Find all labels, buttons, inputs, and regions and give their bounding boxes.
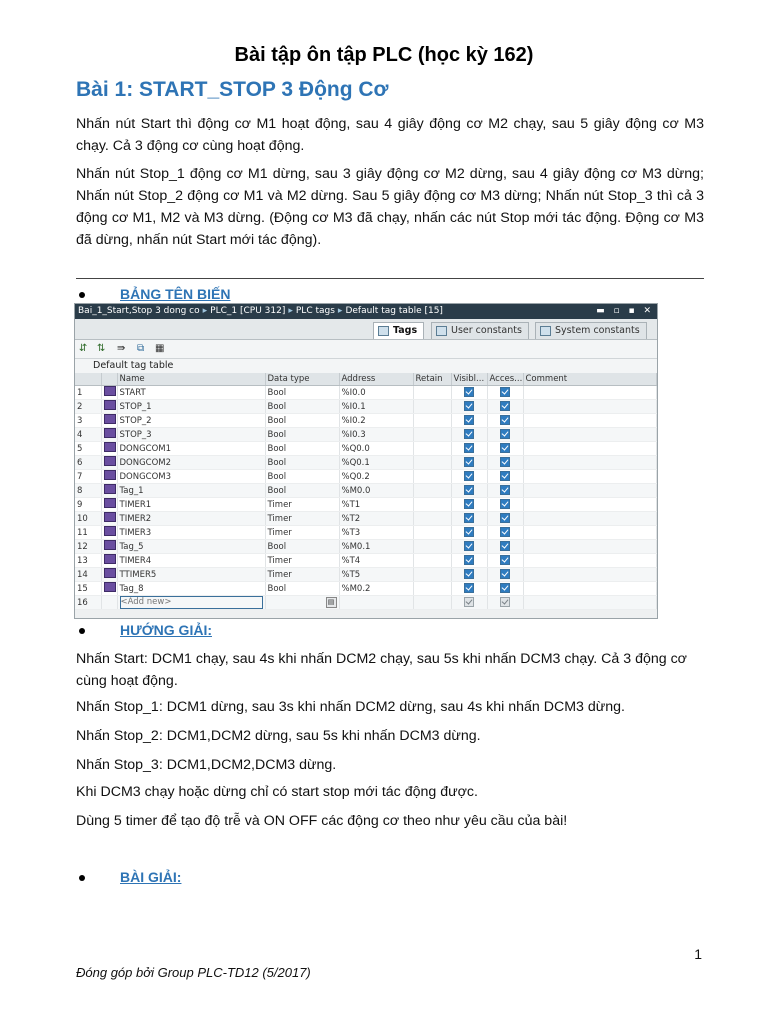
row-number: 1	[75, 386, 101, 400]
tag-visible-cell	[451, 400, 487, 414]
row-number: 16	[75, 596, 101, 610]
retain-cell[interactable]	[413, 596, 451, 610]
tag-cell-icon	[101, 568, 117, 582]
column-address[interactable]: Address	[339, 373, 413, 386]
tag-cell-icon	[101, 414, 117, 428]
tag-visible-cell	[451, 512, 487, 526]
table-row[interactable]	[75, 540, 656, 554]
tag-name[interactable]: START	[117, 386, 265, 400]
table-row[interactable]	[75, 442, 656, 456]
tag-retain[interactable]	[413, 526, 451, 540]
bullet-variables-label: BẢNG TÊN BIẾN	[120, 286, 231, 302]
toolbar	[75, 340, 657, 359]
tag-cell-icon	[101, 582, 117, 596]
tag-icon	[104, 386, 116, 396]
tag-visible-cell	[451, 428, 487, 442]
accessible-checkbox[interactable]	[500, 485, 510, 495]
visible-checkbox[interactable]	[464, 429, 474, 439]
column-data-type[interactable]: Data type	[265, 373, 339, 386]
tag-name[interactable]: Tag_1	[117, 484, 265, 498]
column-rownum	[75, 373, 101, 386]
tag-visible-cell	[451, 596, 487, 610]
tag-icon	[104, 428, 116, 438]
tag-retain[interactable]	[413, 582, 451, 596]
tag-icon	[104, 498, 116, 508]
tag-retain[interactable]	[413, 484, 451, 498]
tag-icon	[104, 554, 116, 564]
tag-name[interactable]: Tag_8	[117, 582, 265, 596]
column-name[interactable]: Name	[117, 373, 265, 386]
insert-row-icon[interactable]: ⇅	[97, 343, 106, 354]
bullet-dot-icon	[79, 628, 85, 634]
tag-retain[interactable]	[413, 386, 451, 400]
tag-address[interactable]: %Q0.0	[339, 442, 413, 456]
table-row[interactable]	[75, 414, 656, 428]
tag-visible-cell	[451, 414, 487, 428]
tag-data-type[interactable]: Bool	[265, 540, 339, 554]
tag-address[interactable]: %I0.0	[339, 386, 413, 400]
row-number: 9	[75, 498, 101, 512]
tag-data-type[interactable]: Timer	[265, 554, 339, 568]
tag-comment[interactable]	[523, 582, 656, 596]
accessible-checkbox[interactable]	[500, 583, 510, 593]
tag-cell-icon	[101, 456, 117, 470]
monitor-icon[interactable]: ⧉	[137, 343, 145, 354]
tag-accessible-cell	[487, 428, 523, 442]
tag-icon	[104, 512, 116, 522]
tag-data-type[interactable]: Bool	[265, 484, 339, 498]
table-row[interactable]	[75, 568, 656, 582]
window-controls[interactable]: ▬ ▫ ▪ ✕	[596, 306, 654, 316]
accessible-checkbox[interactable]	[500, 401, 510, 411]
visible-checkbox[interactable]	[464, 485, 474, 495]
tag-retain[interactable]	[413, 540, 451, 554]
tag-name[interactable]: Tag_5	[117, 540, 265, 554]
tag-data-type[interactable]: Bool	[265, 470, 339, 484]
tag-address[interactable]: %I0.2	[339, 414, 413, 428]
accessible-checkbox[interactable]	[500, 443, 510, 453]
tag-comment[interactable]	[523, 484, 656, 498]
table-row[interactable]	[75, 498, 656, 512]
table-row[interactable]	[75, 582, 656, 596]
row-number: 8	[75, 484, 101, 498]
guide-line-2: Nhấn Stop_1: DCM1 dừng, sau 3s khi nhấn DCM2 dừng, sau 4s khi nhấn DCM3 dừng.	[76, 699, 625, 715]
tag-accessible-cell	[487, 484, 523, 498]
tag-icon	[104, 484, 116, 494]
visible-checkbox[interactable]	[464, 583, 474, 593]
tag-comment[interactable]	[523, 470, 656, 484]
tag-name[interactable]: TIMER4	[117, 554, 265, 568]
tag-icon	[104, 526, 116, 536]
row-number: 14	[75, 568, 101, 582]
tag-cell-icon	[101, 484, 117, 498]
tag-retain[interactable]	[413, 498, 451, 512]
add-new-row[interactable]	[75, 596, 656, 610]
accessible-checkbox[interactable]	[500, 387, 510, 397]
table-row[interactable]	[75, 470, 656, 484]
breadcrumb-plc[interactable]: PLC_1 [CPU 312]	[210, 306, 286, 316]
breadcrumb-tag-table[interactable]: Default tag table [15]	[345, 306, 443, 316]
visible-checkbox[interactable]	[464, 569, 474, 579]
tag-icon	[104, 414, 116, 424]
tag-retain[interactable]	[413, 554, 451, 568]
tag-address[interactable]: %T1	[339, 498, 413, 512]
bullet-guide	[76, 622, 212, 638]
breadcrumb-separator-icon: ▸	[337, 306, 343, 316]
tag-retain[interactable]	[413, 442, 451, 456]
accessible-checkbox[interactable]	[500, 527, 510, 537]
breadcrumb-project[interactable]: Bai_1_Start,Stop 3 dong co	[78, 306, 200, 316]
tag-visible-cell	[451, 526, 487, 540]
visible-checkbox[interactable]	[464, 457, 474, 467]
tag-retain[interactable]	[413, 456, 451, 470]
tabs-bar	[75, 319, 657, 340]
table-row[interactable]	[75, 512, 656, 526]
visible-checkbox[interactable]	[464, 401, 474, 411]
visible-checkbox[interactable]	[464, 471, 474, 481]
tag-name[interactable]: TTIMER5	[117, 568, 265, 582]
tag-name[interactable]: DONGCOM2	[117, 456, 265, 470]
tag-address[interactable]: %T4	[339, 554, 413, 568]
tag-icon	[104, 540, 116, 550]
section-title: Bài 1: START_STOP 3 Động Cơ	[76, 78, 389, 101]
visible-checkbox[interactable]	[464, 541, 474, 551]
accessible-checkbox[interactable]	[500, 541, 510, 551]
bullet-dot-icon	[79, 292, 85, 298]
tag-accessible-cell	[487, 498, 523, 512]
tag-name[interactable]: STOP_1	[117, 400, 265, 414]
accessible-checkbox[interactable]	[500, 429, 510, 439]
tag-retain[interactable]	[413, 470, 451, 484]
tag-accessible-cell	[487, 540, 523, 554]
tag-data-type[interactable]: Bool	[265, 456, 339, 470]
table-name: Default tag table	[75, 359, 657, 373]
tag-visible-cell	[451, 540, 487, 554]
row-number: 5	[75, 442, 101, 456]
tag-comment[interactable]	[523, 414, 656, 428]
bullet-solution-label: BÀI GIẢI:	[120, 869, 182, 885]
tag-retain[interactable]	[413, 568, 451, 582]
paragraph-start: Nhấn nút Start thì động cơ M1 hoạt động, sau 4 giây động cơ M2 chạy, sau 5 giây động cơ M3 chạy. Cả 3 động cơ cùng hoạt động.	[76, 116, 704, 154]
tag-cell-icon	[101, 428, 117, 442]
tag-retain[interactable]	[413, 512, 451, 526]
guide-line-1: Nhấn Start: DCM1 chạy, sau 4s khi nhấn DCM2 chạy, sau 5s khi nhấn DCM3 chạy. Cả 3 động cơ cùng hoạt động.	[76, 651, 687, 689]
tag-address[interactable]: %I0.3	[339, 428, 413, 442]
table-row[interactable]	[75, 526, 656, 540]
tag-visible-cell	[451, 456, 487, 470]
breadcrumb-separator-icon: ▸	[288, 306, 293, 316]
table-row[interactable]	[75, 484, 656, 498]
tag-comment[interactable]	[523, 526, 656, 540]
breadcrumb-plc-tags[interactable]: PLC tags	[295, 306, 335, 316]
tag-visible-cell	[451, 554, 487, 568]
tag-icon	[104, 470, 116, 480]
column-comment[interactable]: Comment	[523, 373, 656, 386]
tag-comment[interactable]	[523, 498, 656, 512]
tag-name[interactable]: STOP_3	[117, 428, 265, 442]
row-number: 13	[75, 554, 101, 568]
tag-accessible-cell	[487, 386, 523, 400]
comment-cell[interactable]	[523, 596, 656, 610]
accessible-checkbox[interactable]	[500, 471, 510, 481]
accessible-checkbox[interactable]	[500, 597, 510, 607]
accessible-checkbox[interactable]	[500, 513, 510, 523]
tag-data-type[interactable]: Bool	[265, 582, 339, 596]
tag-accessible-cell	[487, 442, 523, 456]
user-constants-tab-icon	[436, 326, 447, 336]
address-cell[interactable]	[339, 596, 413, 610]
tag-address[interactable]: %T5	[339, 568, 413, 582]
row-number: 12	[75, 540, 101, 554]
table-row[interactable]	[75, 428, 656, 442]
bullet-solution	[76, 869, 182, 885]
tag-data-type[interactable]: Bool	[265, 428, 339, 442]
data-type-cell[interactable]	[265, 596, 339, 610]
tag-accessible-cell	[487, 456, 523, 470]
guide-line-4: Nhấn Stop_3: DCM1,DCM2,DCM3 dừng.	[76, 757, 337, 773]
row-number: 3	[75, 414, 101, 428]
tag-name[interactable]: TIMER2	[117, 512, 265, 526]
tag-table	[75, 373, 657, 610]
tag-comment[interactable]	[523, 540, 656, 554]
tag-data-type[interactable]: Bool	[265, 414, 339, 428]
tag-name[interactable]: DONGCOM1	[117, 442, 265, 456]
tag-visible-cell	[451, 484, 487, 498]
tag-accessible-cell	[487, 568, 523, 582]
add-new-cell[interactable]	[117, 596, 265, 610]
tag-data-type[interactable]: Timer	[265, 498, 339, 512]
table-row[interactable]	[75, 386, 656, 400]
tag-comment[interactable]	[523, 428, 656, 442]
tab-tags[interactable]	[373, 322, 424, 339]
export-icon[interactable]: ⇛	[117, 343, 126, 354]
row-number: 4	[75, 428, 101, 442]
tag-accessible-cell	[487, 526, 523, 540]
tab-user-constants-label: User constants	[451, 325, 522, 336]
system-constants-tab-icon	[540, 326, 551, 336]
tag-icon	[104, 568, 116, 578]
breadcrumb	[75, 304, 657, 319]
tag-address[interactable]: %M0.0	[339, 484, 413, 498]
tag-retain[interactable]	[413, 428, 451, 442]
document-title: Bài tập ôn tập PLC (học kỳ 162)	[234, 44, 534, 66]
tag-icon	[104, 400, 116, 410]
tag-visible-cell	[451, 498, 487, 512]
tab-user-constants[interactable]	[431, 322, 529, 339]
bullet-variables	[76, 286, 231, 302]
tag-accessible-cell	[487, 414, 523, 428]
visible-checkbox[interactable]	[464, 443, 474, 453]
tag-data-type[interactable]: Timer	[265, 568, 339, 582]
tag-cell-icon	[101, 400, 117, 414]
row-number: 6	[75, 456, 101, 470]
tag-cell-icon	[101, 470, 117, 484]
footer-credit: Đóng góp bởi Group PLC-TD12 (5/2017)	[76, 965, 311, 980]
column-visible[interactable]: Visibl...	[451, 373, 487, 386]
tag-accessible-cell	[487, 470, 523, 484]
tag-name[interactable]: STOP_2	[117, 414, 265, 428]
tag-data-type[interactable]: Bool	[265, 386, 339, 400]
tag-cell-icon	[101, 442, 117, 456]
tag-comment[interactable]	[523, 386, 656, 400]
bullet-guide-label: HƯỚNG GIẢI:	[120, 622, 212, 638]
tab-tags-label: Tags	[393, 325, 418, 336]
tag-accessible-cell	[487, 582, 523, 596]
tag-accessible-cell	[487, 596, 523, 610]
table-view-icon[interactable]: ▦	[155, 343, 165, 354]
tag-visible-cell	[451, 386, 487, 400]
tag-cell-icon	[101, 540, 117, 554]
table-row[interactable]	[75, 400, 656, 414]
tag-comment[interactable]	[523, 456, 656, 470]
row-number: 7	[75, 470, 101, 484]
accessible-checkbox[interactable]	[500, 555, 510, 565]
guide-line-5: Khi DCM3 chạy hoặc dừng chỉ có start stop mới tác động được.	[76, 784, 478, 800]
table-header-row	[75, 373, 656, 386]
add-row-icon[interactable]: ⇵	[79, 343, 88, 354]
visible-checkbox[interactable]	[464, 527, 474, 537]
tag-data-type[interactable]: Bool	[265, 400, 339, 414]
bullet-dot-icon	[79, 875, 85, 881]
visible-checkbox[interactable]	[464, 597, 474, 607]
visible-checkbox[interactable]	[464, 387, 474, 397]
row-number: 15	[75, 582, 101, 596]
breadcrumb-separator-icon: ▸	[202, 306, 208, 316]
tag-visible-cell	[451, 568, 487, 582]
tag-address[interactable]: %Q0.1	[339, 456, 413, 470]
tag-accessible-cell	[487, 554, 523, 568]
guide-line-6: Dùng 5 timer để tạo độ trễ và ON OFF các động cơ theo như yêu cầu của bài!	[76, 813, 568, 829]
column-icon	[101, 373, 117, 386]
tag-visible-cell	[451, 470, 487, 484]
tag-data-type[interactable]: Bool	[265, 442, 339, 456]
guide-line-3: Nhấn Stop_2: DCM1,DCM2 dừng, sau 5s khi nhấn DCM3 dừng.	[76, 728, 481, 744]
tag-cell-icon	[101, 554, 117, 568]
tab-system-constants[interactable]	[535, 322, 647, 339]
tag-data-type[interactable]: Timer	[265, 526, 339, 540]
tag-cell-icon	[101, 498, 117, 512]
tag-address[interactable]: %I0.1	[339, 400, 413, 414]
row-number: 10	[75, 512, 101, 526]
tag-cell-icon	[101, 512, 117, 526]
accessible-checkbox[interactable]	[500, 415, 510, 425]
tag-address[interactable]: %M0.2	[339, 582, 413, 596]
tag-comment[interactable]	[523, 554, 656, 568]
tag-data-type[interactable]: Timer	[265, 512, 339, 526]
table-row[interactable]	[75, 456, 656, 470]
tag-address[interactable]: %T2	[339, 512, 413, 526]
tag-comment[interactable]	[523, 568, 656, 582]
visible-checkbox[interactable]	[464, 555, 474, 565]
tag-retain[interactable]	[413, 414, 451, 428]
tag-comment[interactable]	[523, 512, 656, 526]
tab-system-constants-label: System constants	[555, 325, 640, 336]
tag-retain[interactable]	[413, 400, 451, 414]
visible-checkbox[interactable]	[464, 499, 474, 509]
accessible-checkbox[interactable]	[500, 569, 510, 579]
tag-cell-icon	[101, 596, 117, 610]
paragraph-stop: Nhấn nút Stop_1 động cơ M1 dừng, sau 3 giây động cơ M2 dừng, sau 4 giây động cơ M3 dừng; Nhấn nút Stop_2 động cơ M1 và M2 dừng. Sau 5 giây động cơ M3 dừng; Nhấn nút Stop_3 thì cả 3 động cơ M1, M2 và M3 dừng. (Động cơ M3 đã chạy, nhấn các nút Stop mới tác động. Động cơ M3 đã dừng, nhấn nút Start mới tác động).	[76, 166, 704, 248]
horizontal-rule	[76, 278, 704, 279]
tag-cell-icon	[101, 526, 117, 540]
tag-address[interactable]: %T3	[339, 526, 413, 540]
tag-name[interactable]: DONGCOM3	[117, 470, 265, 484]
tag-name[interactable]: TIMER3	[117, 526, 265, 540]
tag-accessible-cell	[487, 400, 523, 414]
tag-comment[interactable]	[523, 400, 656, 414]
table-row[interactable]	[75, 554, 656, 568]
tag-table-screenshot	[74, 303, 658, 619]
column-accessible[interactable]: Acces...	[487, 373, 523, 386]
tag-cell-icon	[101, 386, 117, 400]
tag-icon	[104, 456, 116, 466]
row-number: 11	[75, 526, 101, 540]
tag-address[interactable]: %M0.1	[339, 540, 413, 554]
tag-icon	[104, 442, 116, 452]
tag-visible-cell	[451, 582, 487, 596]
tags-tab-icon	[378, 326, 389, 336]
visible-checkbox[interactable]	[464, 513, 474, 523]
accessible-checkbox[interactable]	[500, 499, 510, 509]
visible-checkbox[interactable]	[464, 415, 474, 425]
tag-address[interactable]: %Q0.2	[339, 470, 413, 484]
accessible-checkbox[interactable]	[500, 457, 510, 467]
column-retain[interactable]: Retain	[413, 373, 451, 386]
add-new-input[interactable]: <Add new>	[120, 596, 263, 609]
tag-icon	[104, 582, 116, 592]
tag-visible-cell	[451, 442, 487, 456]
tag-name[interactable]: TIMER1	[117, 498, 265, 512]
dropdown-icon[interactable]: ▤	[326, 597, 337, 608]
page-number: 1	[694, 946, 702, 962]
tag-comment[interactable]	[523, 442, 656, 456]
tag-accessible-cell	[487, 512, 523, 526]
row-number: 2	[75, 400, 101, 414]
